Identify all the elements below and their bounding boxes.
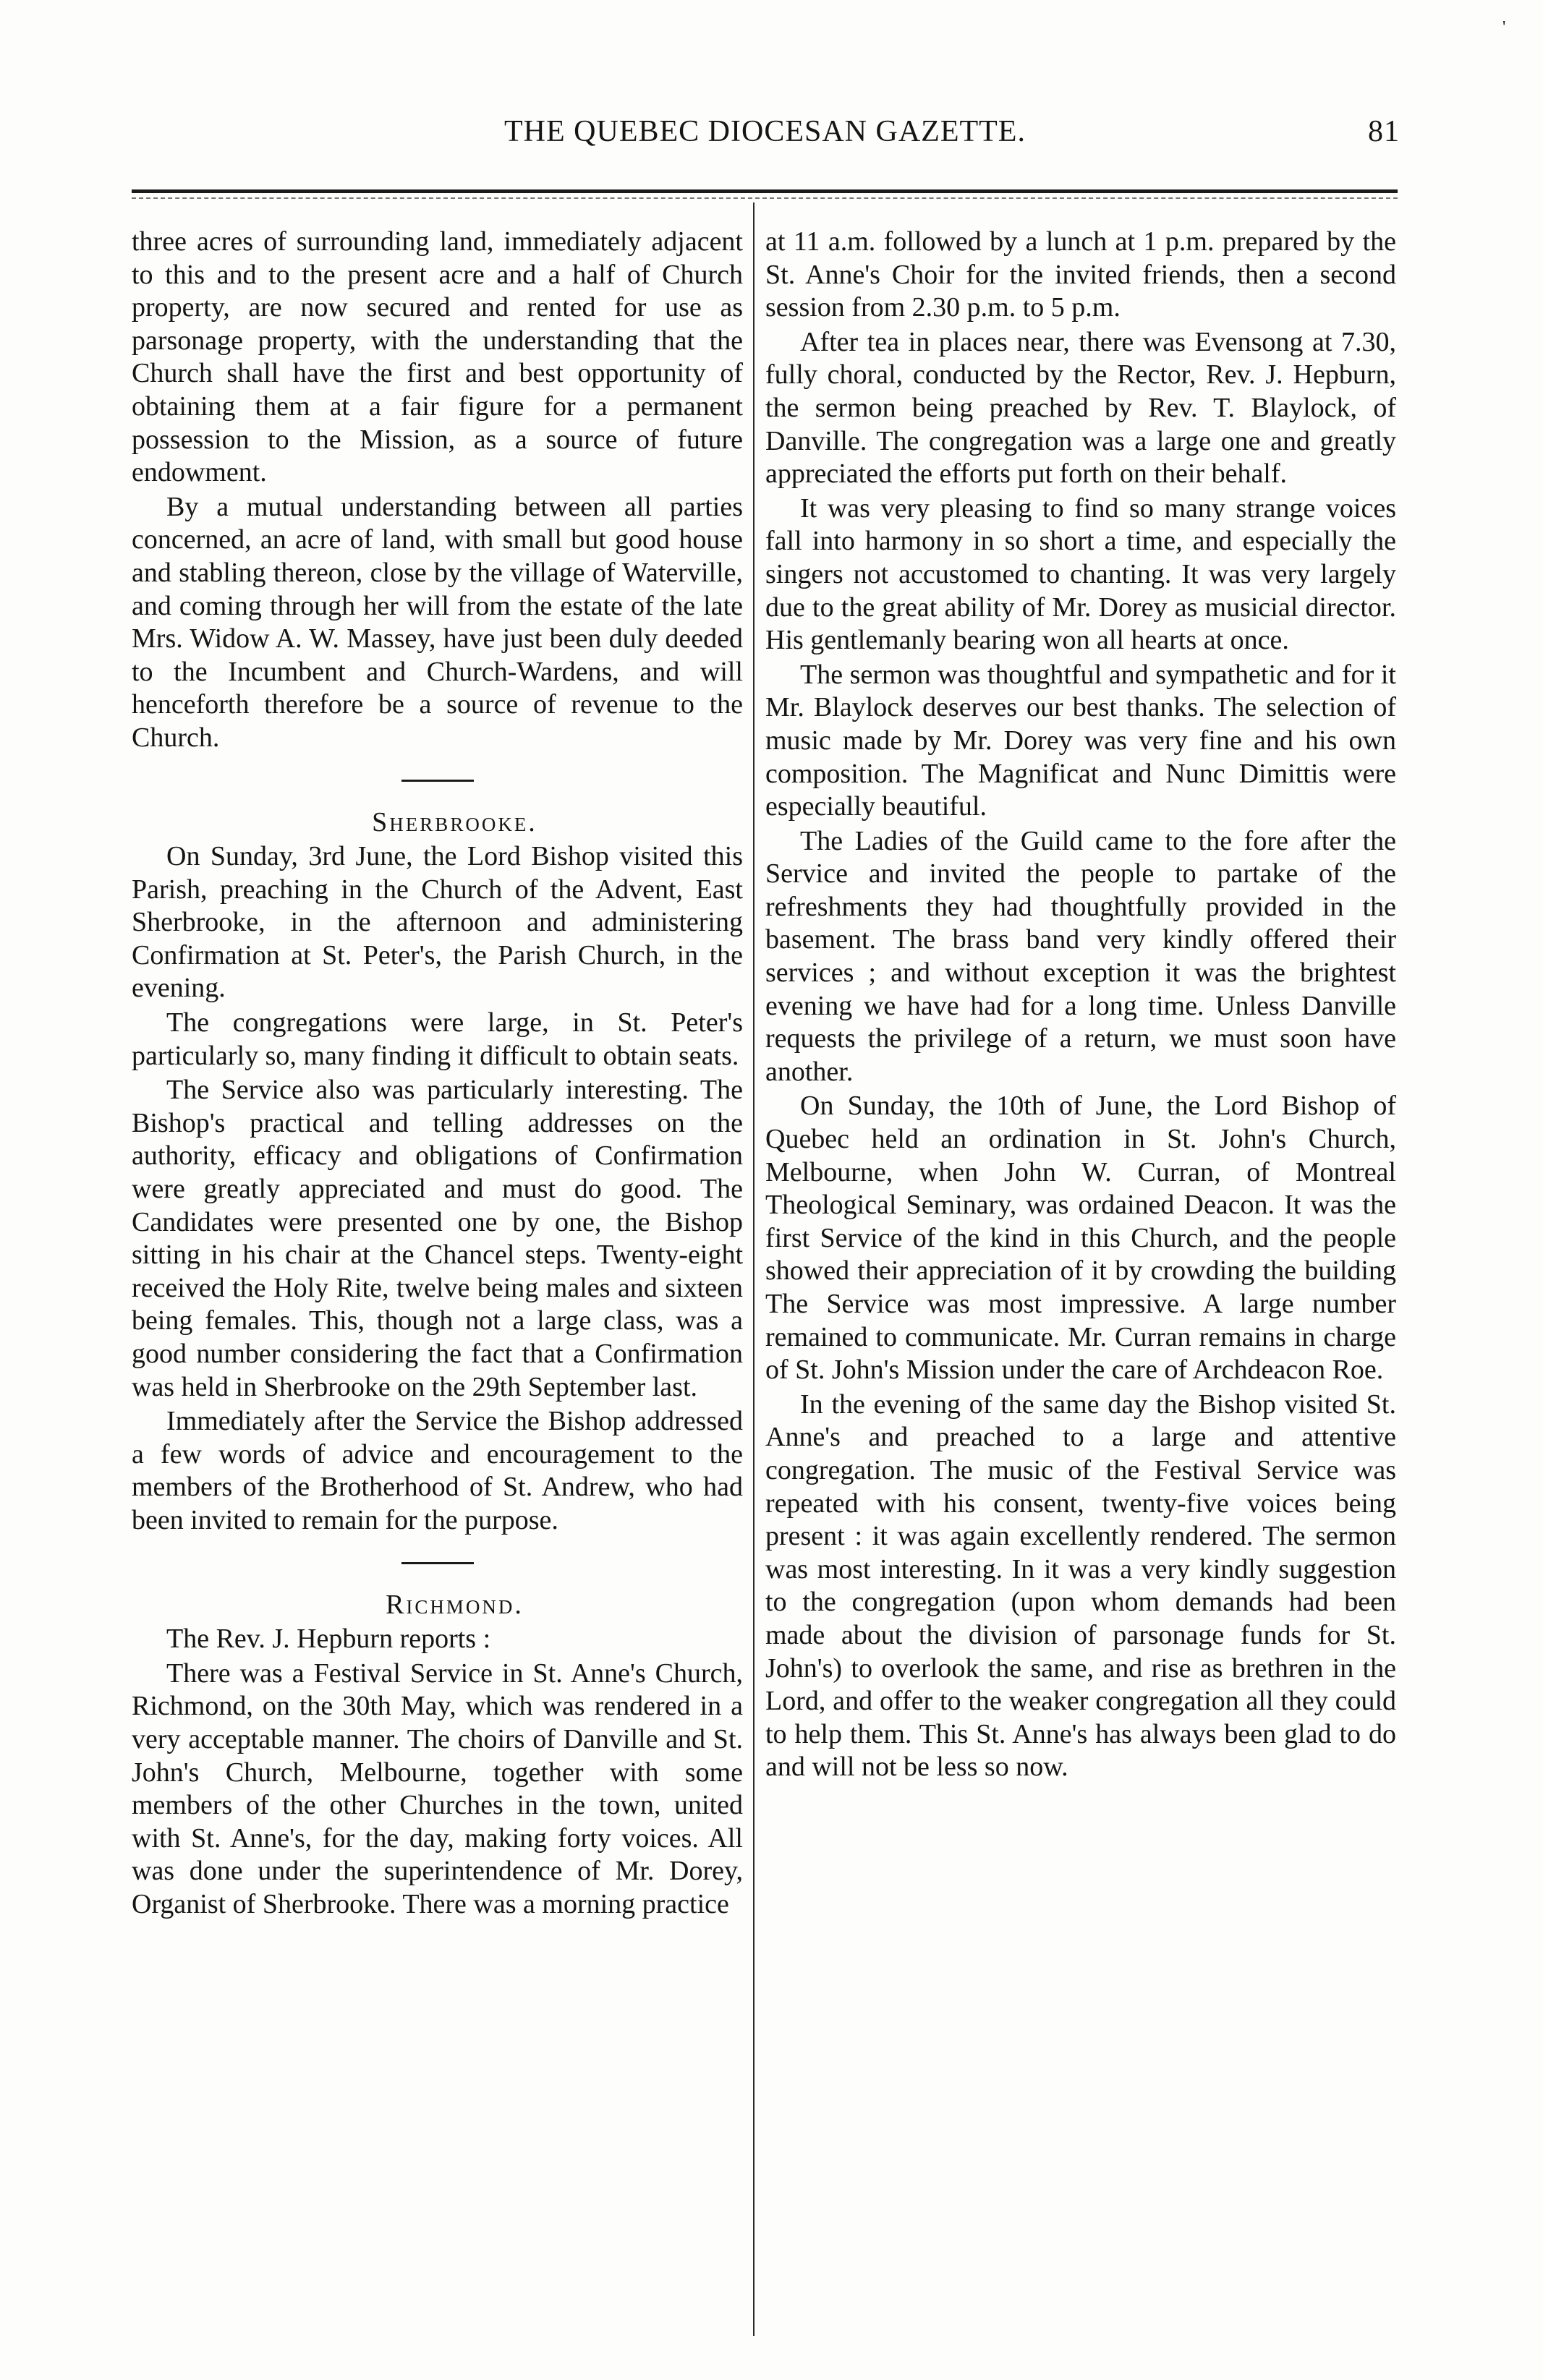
- paragraph: The Rev. J. Hepburn reports :: [166, 1624, 491, 1655]
- header-rule-secondary: [132, 197, 1398, 199]
- paragraph: After tea in places near, there was Evensong at 7.30, fully choral, conducted by the Rector, Rev. J. Hepburn, the sermon being preached by Rev. T. Blaylock, of Danville. The congregation was a large one and greatly appreciated the efforts put forth on their behalf.: [765, 326, 1396, 490]
- left-column: [132, 226, 743, 1922]
- section-heading-sherbrooke: Sherbrooke.: [372, 806, 537, 837]
- paragraph: three acres of surrounding land, immediately adjacent to this and to the present acre and a half of Church property, are now secured and rented for use as parsonage property, with the understanding that the Church shall have the first and best opportunity of obtaining them at a fair figure for a permanent possession to the Mission, as a source of future endowment.: [132, 226, 743, 488]
- paragraph: By a mutual understanding between all parties concerned, an acre of land, with small but good house and stabling thereon, close by the village of Waterville, and coming through her will from the estate of the late Mrs. Widow A. W. Massey, have just been duly deeded to the Incumbent and Church-Wardens, and will henceforth therefore be a source of revenue to the Church.: [132, 491, 743, 753]
- paragraph: On Sunday, the 10th of June, the Lord Bishop of Quebec held an ordination in St. John's Church, Melbourne, when John W. Curran, of Montreal Theological Seminary, was ordained Deacon. It was the first Service of the kind in this Church, and the people showed their appreciation of it by crowding the building The Service was most impressive. A large number remained to communicate. Mr. Curran remains in charge of St. John's Mission under the care of Archdeacon Roe.: [765, 1091, 1396, 1386]
- paragraph: The congregations were large, in St. Peter's particularly so, many finding it difficult to obtain seats.: [132, 1007, 743, 1071]
- paragraph: There was a Festival Service in St. Anne's Church, Richmond, on the 30th May, which was rendered in a very acceptable manner. The choirs of Danville and St. John's Church, Melbourne, together with some members of the other Churches in the town, united with St. Anne's, for the day, making forty voices. All was done under the superintendence of Mr. Dorey, Organist of Sherbrooke. There was a morning practice: [132, 1658, 743, 1919]
- page-header: [130, 108, 1400, 166]
- page-number: 81: [1368, 115, 1400, 148]
- paragraph: The Service also was particularly interesting. The Bishop's practical and telling addresses on the authority, efficacy and obligations of Confirmation were greatly appreciated and must do good. The Candidates were presented one by one, the Bishop sitting in his chair at the Chancel steps. Twenty-eight received the Holy Rite, twelve being males and sixteen being females. This, though not a large class, was a good number considering the fact that a Confirmation was held in Sherbrooke on the 29th September last.: [132, 1075, 743, 1402]
- paragraph: It was very pleasing to find so many strange voices fall into harmony in so short a time, and especially the singers not accustomed to chanting. It was very largely due to the great ability of Mr. Dorey as musicial director. His gentlemanly bearing won all hearts at once.: [765, 492, 1396, 656]
- section-heading-richmond: Richmond.: [386, 1589, 524, 1620]
- paragraph: The sermon was thoughtful and sympathetic and for it Mr. Blaylock deserves our best thanks. The selection of music made by Mr. Dorey was very fine and his own composition. The Magnificat and Nunc Dimittis were especially beautiful.: [765, 659, 1396, 822]
- paragraph: In the evening of the same day the Bishop visited St. Anne's and preached to a large and attentive congregation. The music of the Festival Service was repeated with his consent, twenty-five voices being present : it was again excellently rendered. The sermon was most interesting. In it was a very kindly suggestion to the congregation (upon whom demands had been made about the division of parsonage funds for St. John's) to overlook the same, and rise as brethren in the Lord, and offer to the weaker congregation all they could to help them. This St. Anne's has always been glad to do and will not be less so now.: [765, 1389, 1396, 1783]
- paragraph: at 11 a.m. followed by a lunch at 1 p.m. prepared by the St. Anne's Choir for the invited friends, then a second session from 2.30 p.m. to 5 p.m.: [765, 226, 1396, 323]
- paragraph: On Sunday, 3rd June, the Lord Bishop visited this Parish, preaching in the Church of the Advent, East Sherbrooke, in the afternoon and administering Confirmation at St. Peter's, the Parish Church, in the evening.: [132, 841, 743, 1004]
- section-separator: [401, 1562, 474, 1564]
- paragraph: Immediately after the Service the Bishop addressed a few words of advice and encouragement to the members of the Brotherhood of St. Andrew, who had been invited to remain for the purpose.: [132, 1406, 743, 1535]
- right-column: [765, 226, 1396, 1784]
- column-divider: [753, 202, 755, 2336]
- section-separator: [401, 780, 474, 782]
- paragraph: The Ladies of the Guild came to the fore after the Service and invited the people to partake of the refreshments they had thoughtfully provided in the basement. The brass band very kindly offered their services ; and without exception it was the brightest evening we have had for a long time. Unless Danville requests the privilege of a return, we must soon have another.: [765, 825, 1396, 1087]
- header-rule: [132, 189, 1398, 193]
- margin-mark: ': [1502, 18, 1506, 37]
- publication-title: THE QUEBEC DIOCESAN GAZETTE.: [504, 115, 1026, 148]
